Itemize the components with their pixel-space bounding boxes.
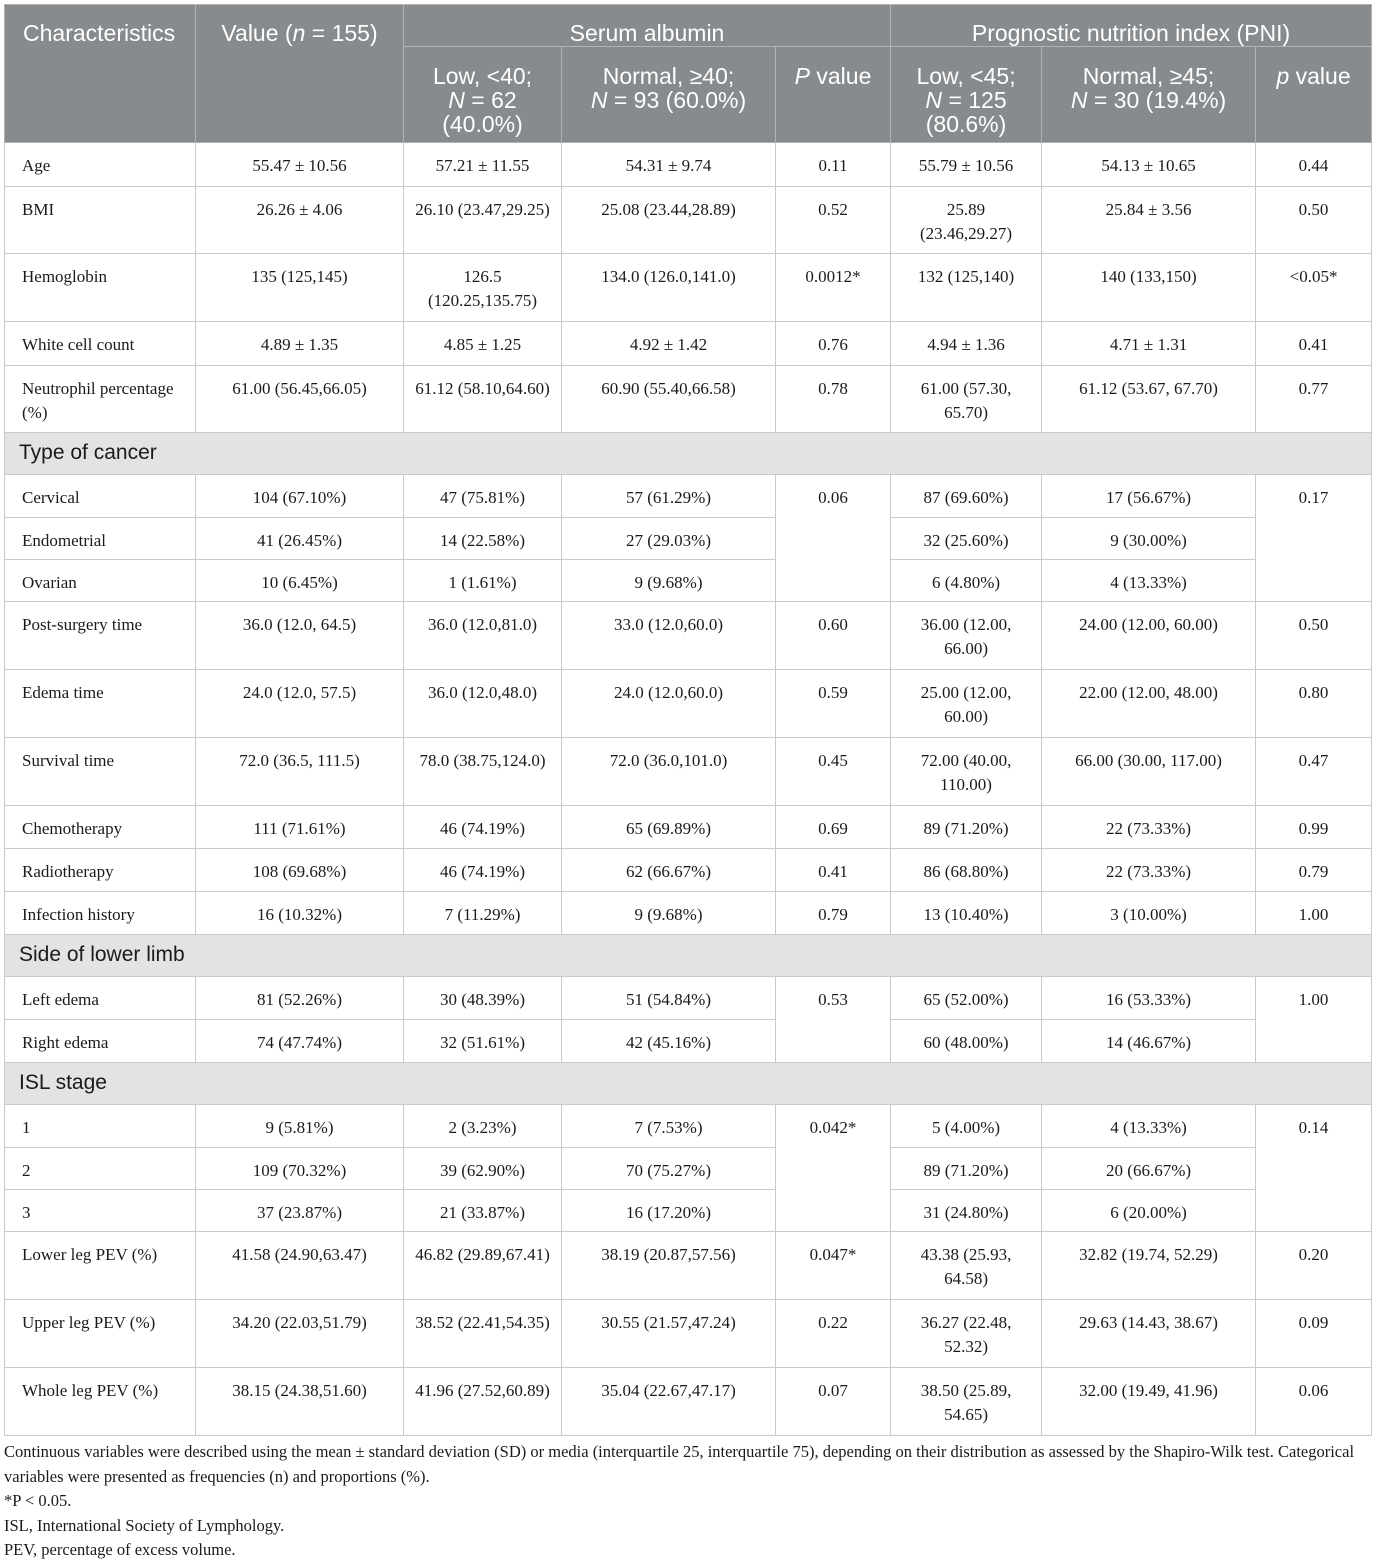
table-row: Endometrial 41 (26.45%) 14 (22.58%) 27 (29.03%) 32 (25.60%) 9 (30.00%) bbox=[5, 518, 1372, 560]
table-row: Right edema 74 (47.74%) 32 (51.61%) 42 (45.16%) 60 (48.00%) 14 (46.67%) bbox=[5, 1020, 1372, 1063]
header-sa-low: Low, <40; N = 62 (40.0%) bbox=[404, 47, 562, 143]
header-pni-low: Low, <45; N = 125 (80.6%) bbox=[891, 47, 1042, 143]
header-pni-normal: Normal, ≥45; N = 30 (19.4%) bbox=[1042, 47, 1256, 143]
table-row: Upper leg PEV (%) 34.20 (22.03,51.79) 38.52 (22.41,54.35) 30.55 (21.57,47.24) 0.22 36.27 (22.48, 52.32) 29.63 (14.43, 38.67) 0.09 bbox=[5, 1300, 1372, 1368]
table-row: 1 9 (5.81%) 2 (3.23%) 7 (7.53%) 0.042* 5 (4.00%) 4 (13.33%) 0.14 bbox=[5, 1105, 1372, 1148]
table-row: Post-surgery time 36.0 (12.0, 64.5) 36.0 (12.0,81.0) 33.0 (12.0,60.0) 0.60 36.00 (12.00, 66.00) 24.00 (12.00, 60.00) 0.50 bbox=[5, 602, 1372, 670]
footnote-pev: PEV, percentage of excess volume. bbox=[4, 1540, 236, 1560]
table-row: Lower leg PEV (%) 41.58 (24.90,63.47) 46.82 (29.89,67.41) 38.19 (20.87,57.56) 0.047* 43.38 (25.93, 64.58) 32.82 (19.74, 52.29) 0.20 bbox=[5, 1232, 1372, 1300]
table-body bbox=[5, 143, 1372, 1436]
table-row: Left edema 81 (52.26%) 30 (48.39%) 51 (54.84%) 0.53 65 (52.00%) 16 (53.33%) 1.00 bbox=[5, 977, 1372, 1020]
footnote-significance: *P < 0.05. bbox=[4, 1491, 72, 1511]
table-row: Neutrophil percentage (%) 61.00 (56.45,66.05) 61.12 (58.10,64.60) 60.90 (55.40,66.58) 0.78 61.00 (57.30, 65.70) 61.12 (53.67, 67.70) 0.77 bbox=[5, 366, 1372, 433]
table-row: Radiotherapy 108 (69.68%) 46 (74.19%) 62 (66.67%) 0.41 86 (68.80%) 22 (73.33%) 0.79 bbox=[5, 849, 1372, 892]
table-row: Survival time 72.0 (36.5, 111.5) 78.0 (38.75,124.0) 72.0 (36.0,101.0) 0.45 72.00 (40.00, 110.00) 66.00 (30.00, 117.00) 0.47 bbox=[5, 738, 1372, 806]
table-row: Ovarian 10 (6.45%) 1 (1.61%) 9 (9.68%) 6 (4.80%) 4 (13.33%) bbox=[5, 560, 1372, 602]
header-value: Value (n = 155) bbox=[196, 5, 404, 143]
table-row: 3 37 (23.87%) 21 (33.87%) 16 (17.20%) 31 (24.80%) 6 (20.00%) bbox=[5, 1190, 1372, 1232]
table-row: BMI 26.26 ± 4.06 26.10 (23.47,29.25) 25.08 (23.44,28.89) 0.52 25.89 (23.46,29.27) 25.84 ± 3.56 0.50 bbox=[5, 187, 1372, 254]
table-row: Edema time 24.0 (12.0, 57.5) 36.0 (12.0,48.0) 24.0 (12.0,60.0) 0.59 25.00 (12.00, 60.00) 22.00 (12.00, 48.00) 0.80 bbox=[5, 670, 1372, 738]
table-row: Chemotherapy 111 (71.61%) 46 (74.19%) 65 (69.89%) 0.69 89 (71.20%) 22 (73.33%) 0.99 bbox=[5, 806, 1372, 849]
section-header-isl-stage: ISL stage bbox=[5, 1063, 1372, 1105]
section-header-type-of-cancer: Type of cancer bbox=[5, 433, 1372, 475]
table-footnotes bbox=[4, 1440, 1370, 1563]
table-row: White cell count 4.89 ± 1.35 4.85 ± 1.25 4.92 ± 1.42 0.76 4.94 ± 1.36 4.71 ± 1.31 0.41 bbox=[5, 322, 1372, 366]
table-row: Hemoglobin 135 (125,145) 126.5 (120.25,135.75) 134.0 (126.0,141.0) 0.0012* 132 (125,140) 140 (133,150) <0.05* bbox=[5, 254, 1372, 322]
table-row: Whole leg PEV (%) 38.15 (24.38,51.60) 41.96 (27.52,60.89) 35.04 (22.67,47.17) 0.07 38.50 (25.89, 54.65) 32.00 (19.49, 41.96) 0.06 bbox=[5, 1368, 1372, 1436]
table-row: Infection history 16 (10.32%) 7 (11.29%) 9 (9.68%) 0.79 13 (10.40%) 3 (10.00%) 1.00 bbox=[5, 892, 1372, 935]
header-pni: Prognostic nutrition index (PNI) bbox=[891, 5, 1372, 47]
table-header bbox=[5, 5, 1372, 143]
table-row: Age 55.47 ± 10.56 57.21 ± 11.55 54.31 ± 9.74 0.11 55.79 ± 10.56 54.13 ± 10.65 0.44 bbox=[5, 143, 1372, 187]
header-sa-p: P value bbox=[776, 47, 891, 143]
header-pni-p: p value bbox=[1256, 47, 1372, 143]
header-sa-normal: Normal, ≥40; N = 93 (60.0%) bbox=[562, 47, 776, 143]
characteristics-table bbox=[4, 4, 1372, 1436]
footnote-isl: ISL, International Society of Lymphology. bbox=[4, 1515, 285, 1535]
header-serum-albumin: Serum albumin bbox=[404, 5, 891, 47]
section-header-side-of-lower-limb: Side of lower limb bbox=[5, 935, 1372, 977]
header-characteristics: Characteristics bbox=[5, 5, 196, 143]
table-row: 2 109 (70.32%) 39 (62.90%) 70 (75.27%) 89 (71.20%) 20 (66.67%) bbox=[5, 1148, 1372, 1190]
footnote-methods: Continuous variables were described using the mean ± standard deviation (SD) or media (interquartile 25, interquartile 75), depending on their distribution as assessed by the Shapiro-Wilk test. Categorical variables were presented as frequencies (n) and proportions (%). bbox=[4, 1442, 1355, 1486]
table-row: Cervical 104 (67.10%) 47 (75.81%) 57 (61.29%) 0.06 87 (69.60%) 17 (56.67%) 0.17 bbox=[5, 475, 1372, 518]
